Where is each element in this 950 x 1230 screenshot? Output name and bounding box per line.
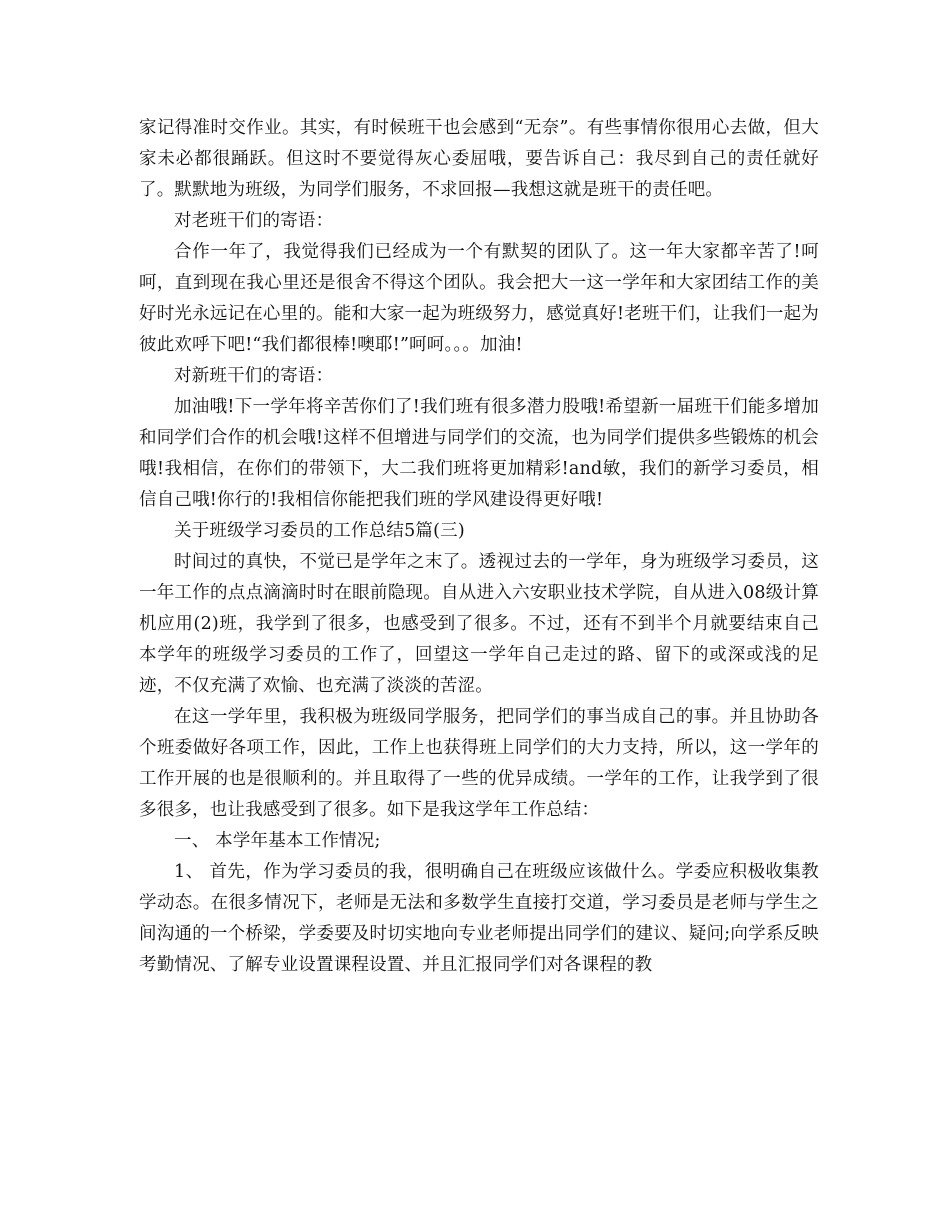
paragraph-new-cadres-message: 加油哦!下一学年将辛苦你们了!我们班有很多潜力股哦!希望新一届班干们能多增加和同学们合作的机会哦!这样不但增进与同学们的交流，也为同学们提供多些锻炼的机会哦!我相信，在你们的带领下，大二我们班将更加精彩!and敏，我们的新学习委员，相信自己哦!你行的!我相信你能把我们班的学风建设得更好哦! <box>139 397 819 510</box>
paragraph-heading-new-cadres: 对新班干们的寄语： <box>174 366 334 386</box>
paragraph-item-1: 1、 首先，作为学习委员的我，很明确自己在班级应该做什么。学委应积极收集教学动态。在很多情况下，老师是无法和多数学生直接打交道，学习委员是老师与学生之间沟通的一个桥梁，学委要及时切实地向专业老师提出同学们的建议、疑问;向学系反映考勤情况、了解专业设置课程设置、并且汇报同学们对各课程的教 <box>139 862 819 975</box>
section-title: 关于班级学习委员的工作总结5篇(三) <box>174 521 465 541</box>
subsection-heading: 一、 本学年基本工作情况; <box>174 831 381 851</box>
paragraph-continuation: 家记得准时交作业。其实，有时候班干也会感到“无奈”。有些事情你很用心去做，但大家未必都很踊跃。但这时不要觉得灰心委屈哦，要告诉自己：我尽到自己的责任就好了。默默地为班级，为同学们服务，不求回报—我想这就是班干的责任吧。 <box>139 118 819 200</box>
paragraph-heading-old-cadres: 对老班干们的寄语： <box>174 211 334 231</box>
paragraph-summary: 在这一学年里，我积极为班级同学服务，把同学们的事当成自己的事。并且协助各个班委做好各项工作，因此，工作上也获得班上同学们的大力支持，所以，这一学年的工作开展的也是很顺利的。并且取得了一些的优异成绩。一学年的工作，让我学到了很多很多，也让我感受到了很多。如下是我这学年工作总结： <box>139 707 819 820</box>
paragraph-intro: 时间过的真快，不觉已是学年之末了。透视过去的一学年，身为班级学习委员，这一年工作的点点滴滴时时在眼前隐现。自从进入六安职业技术学院，自从进入08级计算机应用(2)班，我学到了很多，也感受到了很多。不过，还有不到半个月就要结束自己本学年的班级学习委员的工作了，回望这一学年自己走过的路、留下的或深或浅的足迹，不仅充满了欢愉、也充满了淡淡的苦涩。 <box>139 552 819 696</box>
paragraph-old-cadres-message: 合作一年了，我觉得我们已经成为一个有默契的团队了。这一年大家都辛苦了!呵呵，直到现在我心里还是很舍不得这个团队。我会把大一这一学年和大家团结工作的美好时光永远记在心里的。能和大家一起为班级努力，感觉真好!老班干们，让我们一起为彼此欢呼下吧!“我们都很棒!噢耶!”呵呵。。。加油! <box>139 242 819 355</box>
document-body <box>139 113 819 981</box>
